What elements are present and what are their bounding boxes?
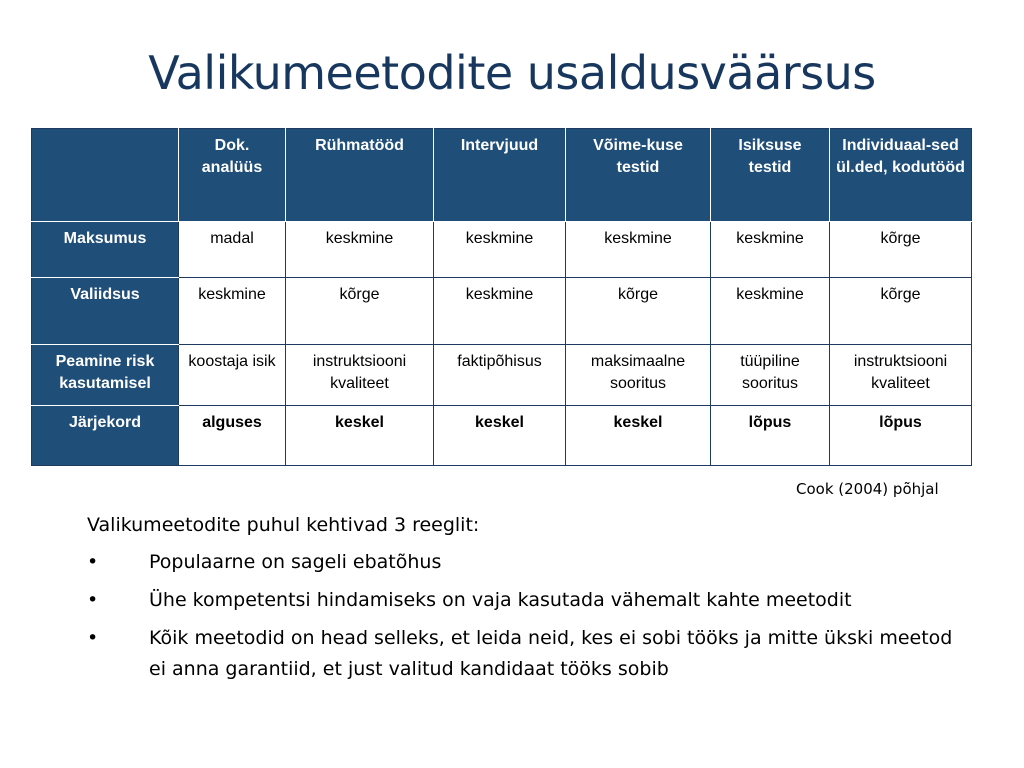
column-header: Dok. analüüs xyxy=(179,129,286,222)
table-cell: keskmine xyxy=(179,278,286,345)
table-cell: keskel xyxy=(286,406,434,466)
table-cell: keskmine xyxy=(711,278,830,345)
list-item-text: Ühe kompetentsi hindamiseks on vaja kasutada vähemalt kahte meetodit xyxy=(149,589,852,611)
table-cell: kõrge xyxy=(286,278,434,345)
table-cell: keskmine xyxy=(434,278,566,345)
slide-title: Valikumeetodite usaldusväärsus xyxy=(148,46,876,100)
list-item xyxy=(87,547,967,578)
list-item xyxy=(87,623,967,685)
table-cell: kõrge xyxy=(830,278,972,345)
table-row xyxy=(32,345,972,406)
bullet-icon: • xyxy=(87,551,99,573)
bullet-icon: • xyxy=(87,589,99,611)
row-header: Maksumus xyxy=(32,222,179,278)
table-cell: kõrge xyxy=(830,222,972,278)
table-cell: keskmine xyxy=(711,222,830,278)
rules-intro: Valikumeetodite puhul kehtivad 3 reeglit: xyxy=(87,514,480,536)
column-header: Rühmatööd xyxy=(286,129,434,222)
table-cell: faktipõhisus xyxy=(434,345,566,406)
table-cell: koostaja isik xyxy=(179,345,286,406)
column-header: Intervjuud xyxy=(434,129,566,222)
row-header: Peamine risk kasutamisel xyxy=(32,345,179,406)
table-cell: lõpus xyxy=(711,406,830,466)
table-cell: tüüpiline sooritus xyxy=(711,345,830,406)
list-item xyxy=(87,585,967,616)
table-row xyxy=(32,222,972,278)
table-row xyxy=(32,406,972,466)
table-cell: keskmine xyxy=(434,222,566,278)
table-cell: keskel xyxy=(434,406,566,466)
table-row xyxy=(32,278,972,345)
table-corner-cell xyxy=(32,129,179,222)
table-cell: maksimaalne sooritus xyxy=(566,345,711,406)
table-cell: alguses xyxy=(179,406,286,466)
row-header: Valiidsus xyxy=(32,278,179,345)
table-cell: keskmine xyxy=(286,222,434,278)
table-cell: keskmine xyxy=(566,222,711,278)
table-cell: instruktsiooni kvaliteet xyxy=(286,345,434,406)
methods-table xyxy=(31,128,972,466)
row-header: Järjekord xyxy=(32,406,179,466)
table-cell: kõrge xyxy=(566,278,711,345)
source-citation: Cook (2004) põhjal xyxy=(796,480,939,498)
list-item-text: Kõik meetodid on head selleks, et leida neid, kes ei sobi tööks ja mitte ükski meetod ei anna garantiid, et just valitud kandidaat tööks sobib xyxy=(149,627,953,680)
table-cell: keskel xyxy=(566,406,711,466)
table-cell: instruktsiooni kvaliteet xyxy=(830,345,972,406)
column-header: Individuaal-sed ül.ded, kodutööd xyxy=(830,129,972,222)
list-item-text: Populaarne on sageli ebatõhus xyxy=(149,551,442,573)
column-header: Isiksuse testid xyxy=(711,129,830,222)
table-cell: lõpus xyxy=(830,406,972,466)
column-header: Võime-kuse testid xyxy=(566,129,711,222)
table-header-row xyxy=(32,129,972,222)
rules-list xyxy=(87,547,967,692)
table-cell: madal xyxy=(179,222,286,278)
bullet-icon: • xyxy=(87,627,99,649)
